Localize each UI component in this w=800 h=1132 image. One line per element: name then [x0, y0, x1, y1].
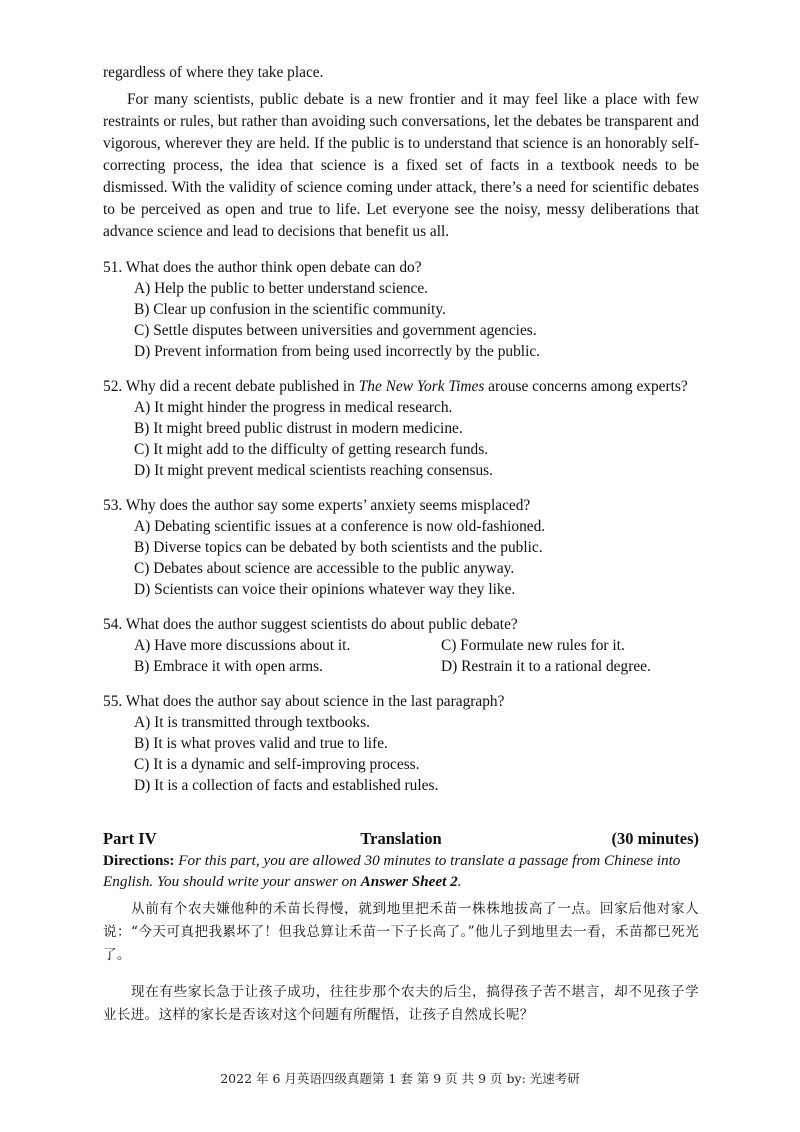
question-54 — [103, 614, 699, 677]
option-d: D) It might prevent medical scientists reaching consensus. — [134, 462, 494, 479]
option-a: A) It is transmitted through textbooks. — [134, 714, 370, 731]
time-limit: (30 minutes) — [611, 829, 699, 848]
section-title: Translation — [360, 829, 442, 848]
option-a: A) It might hinder the progress in medical research. — [134, 399, 453, 416]
directions — [103, 850, 699, 892]
part-header — [103, 828, 699, 850]
chinese-paragraph-2: 现在有些家长急于让孩子成功，往往步那个农夫的后尘，搞得孩子苦不堪言，却不见孩子学业长进。这样的家长是否该对这个问题有所醒悟，让孩子自然成长呢？ — [103, 983, 699, 1023]
option-b: B) Embrace it with open arms. — [134, 658, 323, 675]
question-stem: 54. What does the author suggest scientists do about public debate? — [103, 616, 518, 633]
option-c: C) Settle disputes between universities and government agencies. — [134, 322, 537, 339]
option-row — [103, 656, 699, 677]
question-53 — [103, 495, 699, 600]
option-d: D) Restrain it to a rational degree. — [441, 658, 651, 675]
passage-continuation: regardless of where they take place. — [103, 64, 324, 81]
question-stem: 53. Why does the author say some experts’ anxiety seems misplaced? — [103, 497, 531, 514]
option-b: B) Clear up confusion in the scientific community. — [134, 301, 446, 318]
option-c: C) Debates about science are accessible to the public anyway. — [134, 560, 515, 577]
page-footer: 2022 年 6 月英语四级真题第 1 套 第 9 页 共 9 页 by: 光速考研 — [220, 1071, 580, 1086]
question-stem: 51. What does the author think open debate can do? — [103, 259, 422, 276]
question-stem-end: arouse concerns among experts? — [484, 378, 688, 395]
option-c: C) It might add to the difficulty of getting research funds. — [134, 441, 489, 458]
newspaper-title: The New York Times — [358, 378, 485, 395]
question-51 — [103, 257, 699, 362]
answer-sheet-label: Answer Sheet 2 — [360, 873, 458, 890]
part-label: Part IV — [103, 829, 157, 848]
exam-page — [103, 62, 699, 1040]
option-row — [103, 635, 699, 656]
question-stem — [103, 376, 699, 397]
option-a: A) Debating scientific issues at a conference is now old-fashioned. — [134, 518, 546, 535]
chinese-paragraph-1: 从前有个农夫嫌他种的禾苗长得慢，就到地里把禾苗一株株地拔高了一点。回家后他对家人说：“今天可真把我累坏了！但我总算让禾苗一下子长高了。”他儿子到地里去一看，禾苗都已死光了。 — [103, 901, 699, 963]
question-stem: 55. What does the author say about science in the last paragraph? — [103, 693, 505, 710]
directions-label: Directions: — [103, 852, 175, 869]
question-stem-start: 52. Why did a recent debate published in — [103, 378, 359, 395]
option-c: C) It is a dynamic and self-improving process. — [134, 756, 420, 773]
option-b: B) It might breed public distrust in modern medicine. — [134, 420, 463, 437]
option-b: B) It is what proves valid and true to life. — [134, 735, 388, 752]
option-b: B) Diverse topics can be debated by both scientists and the public. — [134, 539, 543, 556]
question-55 — [103, 691, 699, 796]
option-d: D) Scientists can voice their opinions whatever way they like. — [134, 581, 516, 598]
directions-text: For this part, you are allowed 30 minutes to translate a passage from Chinese into English. You should write your answer on — [103, 852, 681, 890]
directions-end: . — [457, 873, 462, 890]
option-d: D) It is a collection of facts and established rules. — [134, 777, 439, 794]
passage-final-paragraph: For many scientists, public debate is a new frontier and it may feel like a place with few restraints or rules, but rather than avoiding such conversations, let the debates be transparent and vigorous, wherever they are held. If the public is to understand that science is an honorably self-correcting process, the idea that science is a fixed set of facts in a textbook needs to be dismissed. With the validity of science coming under attack, there’s a need for scientific debates to be perceived as open and true to life. Let everyone see the noisy, messy deliberations that advance science and lead to decisions that benefit us all. — [103, 91, 699, 240]
question-52 — [103, 376, 699, 481]
option-a: A) Help the public to better understand science. — [134, 280, 429, 297]
option-d: D) Prevent information from being used incorrectly by the public. — [134, 343, 541, 360]
option-c: C) Formulate new rules for it. — [441, 637, 625, 654]
option-a: A) Have more discussions about it. — [134, 637, 351, 654]
